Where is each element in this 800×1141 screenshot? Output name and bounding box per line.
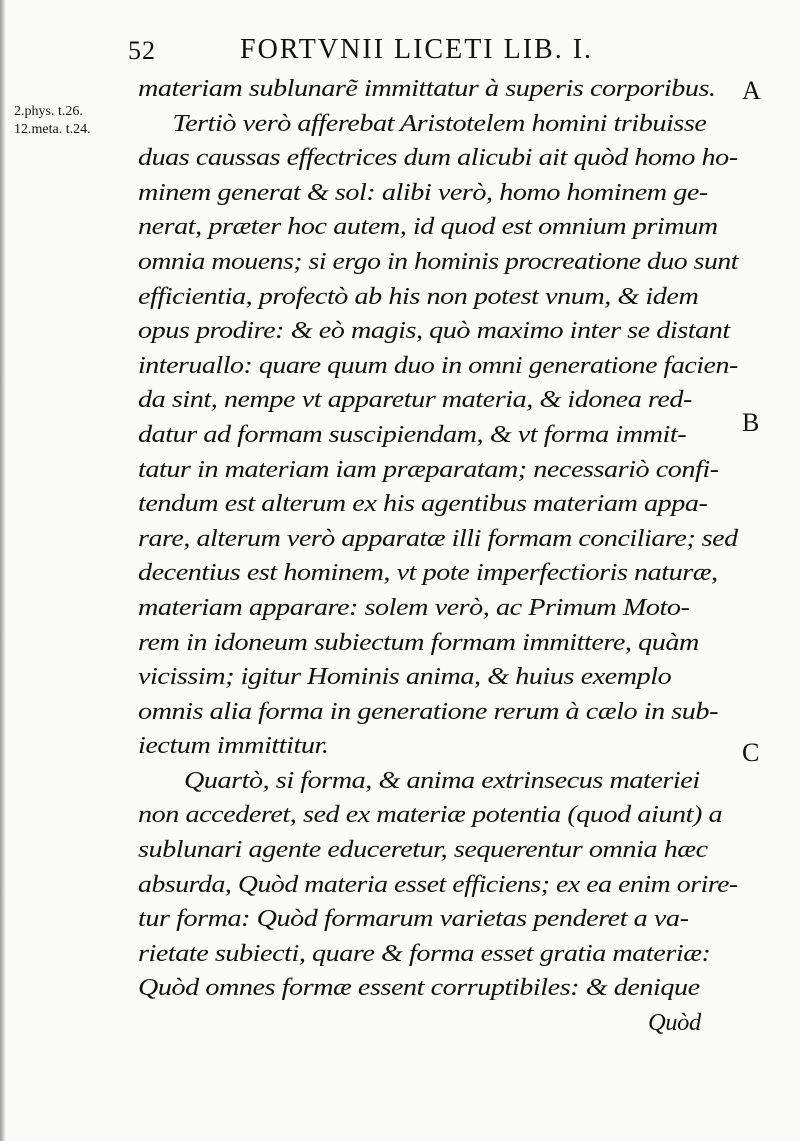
text-line: Quartò, si forma, & anima extrinsecus materiei [184, 766, 700, 794]
text-line: iectum immittitur. [138, 732, 329, 760]
text-line: nerat, præter hoc autem, id quod est omnium primum [138, 213, 718, 241]
text-line: omnis alia forma in generatione rerum à cælo in sub- [138, 697, 718, 725]
text-line: opus prodire: & eò magis, quò maximo inter se distant [138, 317, 730, 345]
margin-notes [14, 103, 132, 139]
text-line: minem generat & sol: alibi verò, homo hominem ge- [138, 178, 708, 206]
body-text [138, 72, 738, 1041]
text-line: da sint, nempe vt apparetur materia, & idonea red- [138, 386, 692, 414]
text-line: efficientia, profectò ab his non potest vnum, & idem [138, 282, 699, 310]
text-line: absurda, Quòd materia esset efficiens; ex ea enim orire- [138, 870, 738, 898]
text-line: decentius est hominem, vt pote imperfectioris naturæ, [138, 559, 718, 587]
text-line: non accederet, sed ex materiæ potentia (quod aiunt) a [138, 801, 723, 829]
text-line: rem in idoneum subiectum formam immittere, quàm [138, 628, 699, 656]
text-line: Quòd omnes formæ essent corruptibiles: & denique [138, 974, 700, 1002]
margin-note: 12.meta. t.24. [14, 122, 91, 137]
margin-letter-c: C [742, 738, 760, 767]
text-line: Tertiò verò afferebat Aristotelem homini tribuisse [172, 109, 707, 137]
text-line: materiam sublunarẽ immittatur à superis corporibus. [138, 75, 716, 102]
text-line: tendum est alterum ex his agentibus materiam appa- [138, 490, 708, 518]
text-line: rare, alterum verò apparatæ illi formam conciliare; sed [138, 524, 738, 552]
running-head: FORTVNII LICETI LIB. I. [240, 34, 594, 65]
catchword: Quòd [648, 1009, 701, 1037]
margin-letter-a: A [742, 76, 761, 105]
gutter-shadow [0, 0, 6, 1141]
text-line: duas caussas effectrices dum alicubi ait quòd homo ho- [138, 144, 738, 172]
text-line: sublunari agente educeretur, sequerentur omnia hæc [138, 836, 708, 864]
text-line: materiam apparare: solem verò, ac Primum Moto- [138, 593, 690, 621]
text-line: rietate subiecti, quare & forma esset gratia materiæ: [138, 939, 711, 967]
text-line: interuallo: quare quum duo in omni generatione facien- [138, 351, 738, 379]
text-line: datur ad formam suscipiendam, & vt forma immit- [138, 420, 687, 448]
margin-note: 2.phys. t.26. [14, 104, 83, 119]
text-line: omnia mouens; si ergo in hominis procreatione duo sunt [138, 247, 739, 275]
text-line: vicissim; igitur Hominis anima, & huius exemplo [138, 663, 672, 691]
text-line: tatur in materiam iam præparatam; necessariò confi- [138, 455, 719, 483]
page-header [120, 30, 660, 70]
margin-letter-b: B [742, 408, 760, 437]
text-line: tur forma: Quòd formarum varietas penderet a va- [138, 905, 689, 933]
page-number: 52 [128, 36, 156, 65]
